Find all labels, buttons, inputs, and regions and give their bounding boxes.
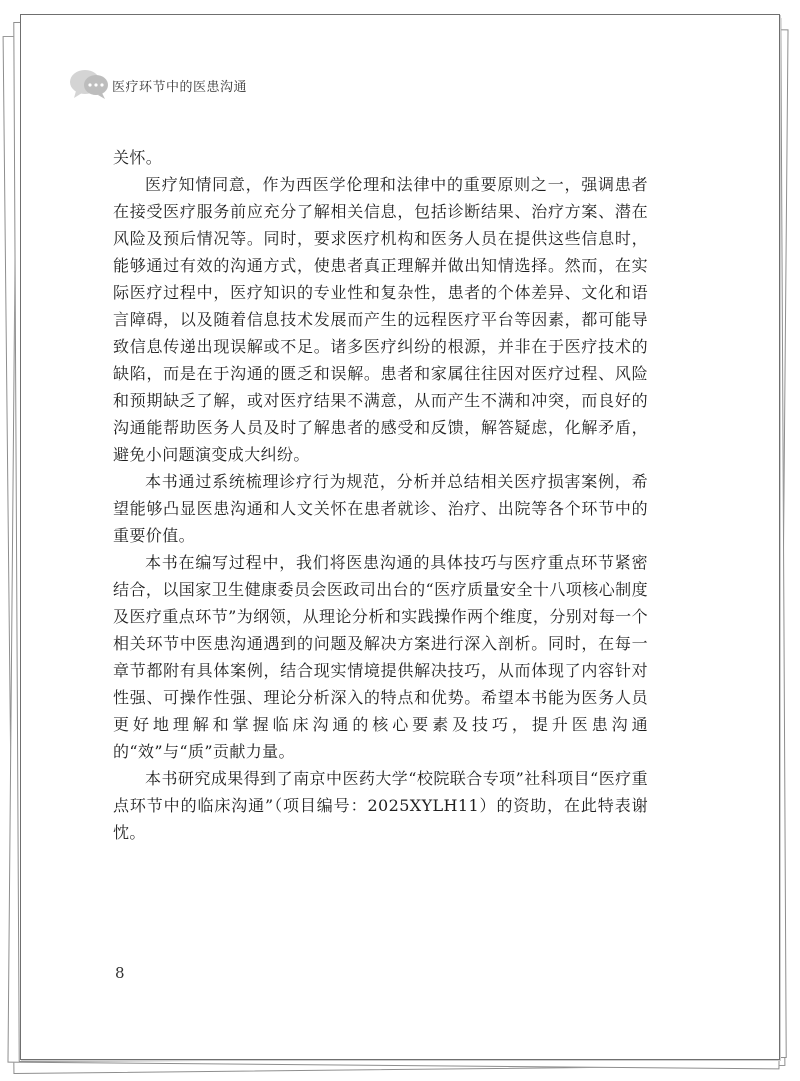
paragraph: 医疗知情同意，作为西医学伦理和法律中的重要原则之一，强调患者在接受医疗服务前应充分了解相关信息，包括诊断结果、治疗方案、潜在风险及预后情况等。同时，要求医疗机构和医务人员在提供这些信息时，能够通过有效的沟通方式，使患者真正理解并做出知情选择。然而，在实际医疗过程中，医疗知识的专业性和复杂性，患者的个体差异、文化和语言障碍，以及随着信息技术发展而产生的远程医疗平台等因素，都可能导致信息传递出现误解或不足。诸多医疗纠纷的根源，并非在于医疗技术的缺陷，而是在于沟通的匮乏和误解。患者和家属往往因对医疗过程、风险和预期缺乏了解，或对医疗结果不满意，从而产生不满和冲突，而良好的沟通能帮助医务人员及时了解患者的感受和反馈，解答疑虑，化解矛盾，避免小问题演变成大纠纷。	[113, 175, 648, 464]
running-header	[68, 62, 247, 102]
paragraph: 本书通过系统梳理诊疗行为规范，分析并总结相关医疗损害案例，希望能够凸显医患沟通和人文关怀在患者就诊、治疗、出院等各个环节中的重要价值。	[113, 472, 648, 545]
paragraph: 本书在编写过程中，我们将医患沟通的具体技巧与医疗重点环节紧密结合，以国家卫生健康委员会医政司出台的“医疗质量安全十八项核心制度及医疗重点环节”为纲领，从理论分析和实践操作两个维度，分别对每一个相关环节中医患沟通遇到的问题及解决方案进行深入剖析。同时，在每一章节都附有具体案例，结合现实情境提供解决技巧，从而体现了内容针对性强、可操作性强、理论分析深入的特点和优势。希望本书能为医务人员更好地理解和掌握临床沟通的核心要素及技巧，提升医患沟通的“效”与“质”贡献力量。	[113, 553, 648, 761]
paragraph: 本书研究成果得到了南京中医药大学“校院联合专项”社科项目“医疗重点环节中的临床沟通”（项目编号：2025XYLH11）的资助，在此特表谢忱。	[113, 769, 648, 842]
page-number: 8	[115, 964, 125, 982]
running-header-title: 医疗环节中的医患沟通	[112, 79, 248, 95]
chat-bubbles-icon	[68, 64, 112, 100]
paragraph: 关怀。	[113, 148, 163, 167]
body-text	[113, 144, 648, 846]
